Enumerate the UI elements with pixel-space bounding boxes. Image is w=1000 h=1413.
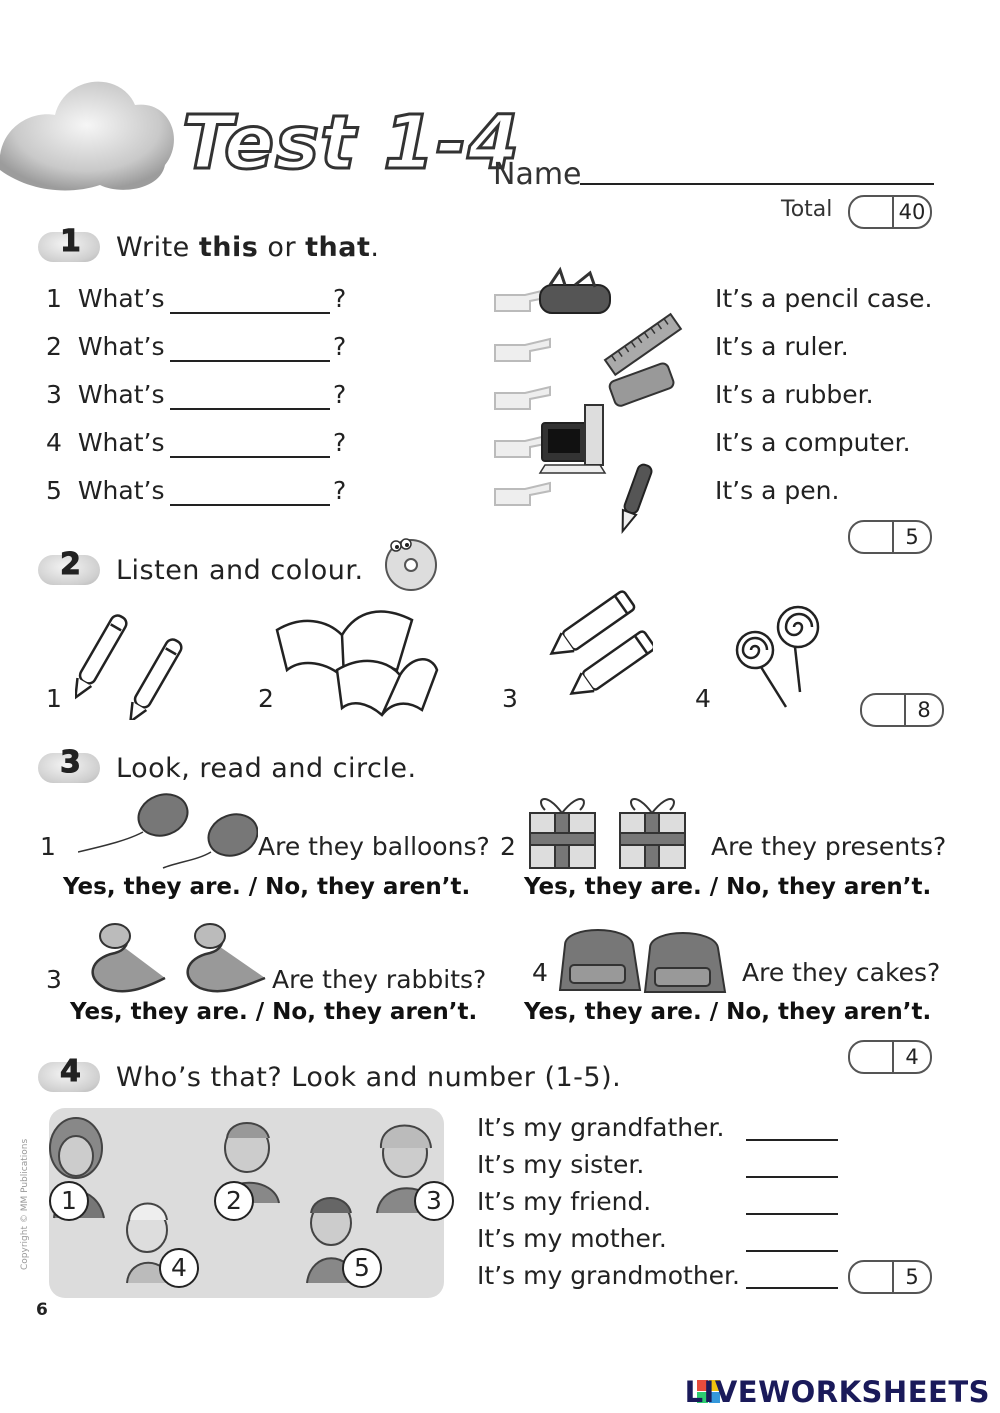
answer-text-1: It’s a pencil case.	[715, 284, 933, 313]
circle-options-4[interactable]: Yes, they are. / No, they aren’t.	[524, 999, 932, 1025]
answer-line-3[interactable]	[170, 408, 330, 410]
balloons-drawing	[78, 790, 258, 870]
answer-line-1[interactable]	[170, 312, 330, 314]
section-3-badge: 3	[38, 749, 100, 785]
answer-line-2[interactable]	[170, 360, 330, 362]
pen-icon	[616, 463, 653, 534]
section-2-score-box: 8	[860, 693, 944, 727]
question-4: 4 What’s	[46, 428, 165, 457]
circle-item-2-number: 2	[500, 832, 516, 861]
family-answer-line-5[interactable]	[746, 1287, 838, 1289]
section-4-badge: 4	[38, 1058, 100, 1094]
answer-text-3: It’s a rubber.	[715, 380, 874, 409]
family-sentence-1: It’s my grandfather.	[477, 1113, 725, 1142]
hand-icon	[495, 387, 550, 409]
hand-icon	[495, 339, 550, 361]
header-cloud	[0, 70, 180, 195]
total-score-box	[848, 195, 932, 229]
presents-drawing	[525, 785, 690, 875]
answer-line-4[interactable]	[170, 456, 330, 458]
family-sentence-5: It’s my grandmother.	[477, 1261, 740, 1290]
ruler-icon	[605, 314, 681, 375]
pencils-drawing[interactable]	[533, 585, 653, 710]
hand-icon	[495, 483, 550, 505]
snakes-drawing	[75, 918, 270, 1003]
books-drawing[interactable]	[272, 600, 440, 722]
name-label: Name	[493, 157, 582, 192]
liveworksheets-brand[interactable]: LIVEWORKSHEETS	[684, 1375, 990, 1409]
colour-item-3-number: 3	[502, 684, 518, 713]
total-score: 40	[898, 200, 926, 224]
colour-item-4-number: 4	[695, 684, 711, 713]
section-3-score-box: 4	[848, 1040, 932, 1074]
pointing-objects-illustration	[490, 265, 690, 535]
person-number-5: 5	[342, 1248, 382, 1288]
page-title: Test 1-4	[182, 100, 521, 186]
colour-item-2-number: 2	[258, 684, 274, 713]
family-sentence-3: It’s my friend.	[477, 1187, 652, 1216]
section-3-instruction: Look, read and circle.	[116, 753, 417, 784]
circle-item-3-number: 3	[46, 965, 62, 994]
person-number-4: 4	[159, 1248, 199, 1288]
section-1-instruction: Write this or that.	[116, 232, 380, 263]
family-answer-line-3[interactable]	[746, 1213, 838, 1215]
name-line[interactable]	[580, 183, 934, 185]
circle-item-4-number: 4	[532, 958, 548, 987]
section-4-instruction: Who’s that? Look and number (1-5).	[116, 1062, 622, 1093]
answer-text-2: It’s a ruler.	[715, 332, 849, 361]
question-3: 3 What’s	[46, 380, 165, 409]
page-number: 6	[36, 1300, 48, 1320]
circle-options-1[interactable]: Yes, they are. / No, they aren’t.	[63, 874, 471, 900]
section-2-instruction: Listen and colour.	[116, 555, 364, 586]
answer-text-5: It’s a pen.	[715, 476, 840, 505]
pens-drawing[interactable]	[75, 605, 195, 720]
family-answer-line-4[interactable]	[746, 1250, 838, 1252]
circle-question-2: Are they presents?	[711, 832, 947, 861]
person-number-3: 3	[414, 1181, 454, 1221]
circle-options-3[interactable]: Yes, they are. / No, they aren’t.	[70, 999, 478, 1025]
pencil-case-icon	[540, 285, 610, 313]
circle-item-1-number: 1	[40, 832, 56, 861]
question-1: 1 What’s	[46, 284, 165, 313]
copyright-text: Copyright © MM Publications	[20, 1138, 30, 1270]
section-1-badge: 1	[38, 228, 100, 264]
circle-options-2[interactable]: Yes, they are. / No, they aren’t.	[524, 874, 932, 900]
family-sentence-2: It’s my sister.	[477, 1150, 645, 1179]
circle-question-1: Are they balloons?	[258, 832, 490, 861]
family-picture	[49, 1108, 444, 1298]
lollipops-drawing[interactable]	[733, 602, 828, 714]
computer-icon	[540, 405, 605, 473]
section-1-score-box: 5	[848, 520, 932, 554]
bags-drawing	[555, 920, 745, 1000]
colour-item-1-number: 1	[46, 684, 62, 713]
question-2: 2 What’s	[46, 332, 165, 361]
answer-line-5[interactable]	[170, 504, 330, 506]
family-answer-line-1[interactable]	[746, 1139, 838, 1141]
circle-question-3: Are they rabbits?	[272, 965, 487, 994]
question-5: 5 What’s	[46, 476, 165, 505]
section-2-badge: 2	[38, 551, 100, 587]
section-4-score-box: 5	[848, 1260, 932, 1294]
total-label: Total	[781, 197, 833, 222]
person-number-2: 2	[214, 1181, 254, 1221]
family-answer-line-2[interactable]	[746, 1176, 838, 1178]
answer-text-4: It’s a computer.	[715, 428, 911, 457]
family-sentence-4: It’s my mother.	[477, 1224, 667, 1253]
circle-question-4: Are they cakes?	[742, 958, 941, 987]
person-number-1: 1	[49, 1181, 89, 1221]
cd-icon[interactable]	[382, 534, 440, 592]
